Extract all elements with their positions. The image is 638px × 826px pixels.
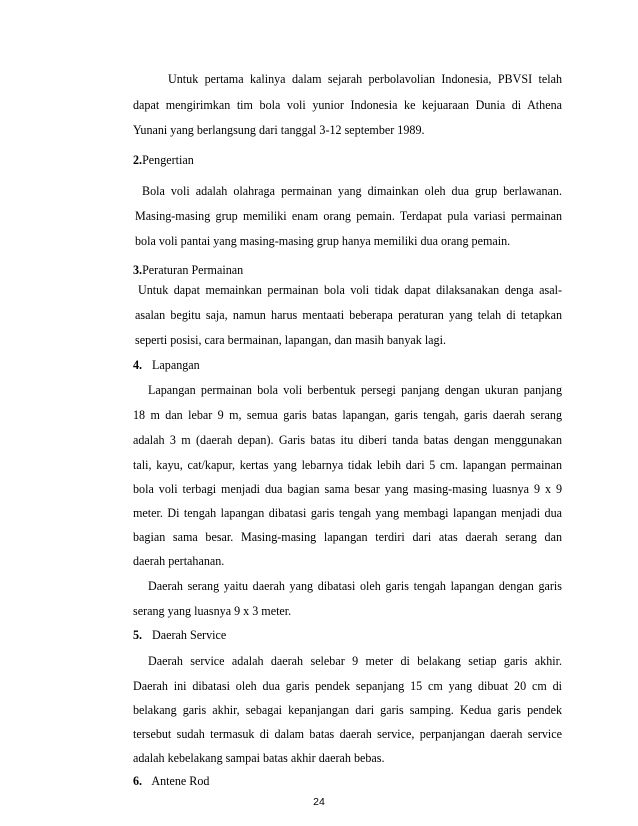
- intro-line-2: dapat mengirimkan tim bola voli yunior Indonesia ke kejuaraan Dunia di Athena: [133, 98, 562, 112]
- section-3-title: Peraturan Permainan: [142, 263, 244, 277]
- section-4-title: Lapangan: [152, 358, 200, 372]
- section-5-line-3: belakang garis akhir, sebagai kepanjangan dari garis samping. Kedua garis pendek: [133, 703, 562, 717]
- section-2-title: Pengertian: [142, 153, 194, 167]
- section-4-line-6: meter. Di tengah lapangan dibatasi garis tengah yang membagi lapangan menjadi dua: [133, 506, 562, 520]
- section-5-heading: [133, 626, 226, 644]
- section-4-line-9: Daerah serang yaitu daerah yang dibatasi oleh garis tengah lapangan dengan garis: [148, 579, 562, 593]
- section-4-number: 4.: [133, 358, 143, 372]
- page-number: 24: [313, 796, 325, 808]
- section-4-line-8: daerah pertahanan.: [133, 554, 225, 568]
- section-5-line-4: tersebut sudah termasuk di dalam batas daerah service, perpanjangan daerah service: [133, 727, 562, 741]
- intro-line-3: Yunani yang berlangsung dari tanggal 3-12 september 1989.: [133, 123, 425, 137]
- section-4-line-2: 18 m dan lebar 9 m, semua garis batas lapangan, garis tengah, garis daerah serang: [133, 408, 562, 422]
- section-4-line-3: adalah 3 m (daerah depan). Garis batas itu diberi tanda batas dengan menggunakan: [133, 433, 562, 447]
- section-4-line-4: tali, kayu, cat/kapur, kertas yang lebarnya tidak lebih dari 5 cm. lapangan permainan: [133, 458, 562, 472]
- section-4-line-10: serang yang luasnya 9 x 3 meter.: [133, 604, 292, 618]
- section-5-line-2: Daerah ini dibatasi oleh dua garis pendek sepanjang 15 cm yang dibuat 20 cm di: [133, 679, 562, 693]
- section-3-line-3: seperti posisi, cara bermainan, lapangan, dan masih banyak lagi.: [135, 333, 446, 347]
- section-2-number: 2.: [133, 153, 143, 167]
- section-6-number: 6.: [133, 774, 143, 788]
- section-4-heading: [133, 356, 200, 374]
- section-6-title: Antene Rod: [151, 774, 210, 788]
- section-4-line-5: bola voli terbagi menjadi dua bagian sama besar yang masing-masing luasnya 9 x 9: [133, 482, 562, 496]
- section-5-title: Daerah Service: [152, 628, 227, 642]
- section-3-line-1: Untuk dapat memainkan permainan bola voli tidak dapat dilaksanakan denga asal-: [138, 283, 562, 297]
- section-3-number: 3.: [133, 263, 143, 277]
- section-3-line-2: asalan begitu saja, namun harus mentaati beberapa peraturan yang telah di tetapkan: [135, 308, 562, 322]
- section-4-line-1: Lapangan permainan bola voli berbentuk persegi panjang dengan ukuran panjang: [148, 383, 562, 397]
- section-2-heading: [133, 151, 194, 169]
- section-5-line-5: adalah kebelakang sampai batas akhir daerah bebas.: [133, 751, 385, 765]
- section-2-line-1: Bola voli adalah olahraga permainan yang dimainkan oleh dua grup berlawanan.: [142, 184, 562, 198]
- section-5-number: 5.: [133, 628, 143, 642]
- section-6-heading: [133, 772, 209, 790]
- intro-line-1: Untuk pertama kalinya dalam sejarah perbolavolian Indonesia, PBVSI telah: [168, 72, 562, 86]
- section-3-heading: [133, 261, 243, 279]
- section-2-line-3: bola voli pantai yang masing-masing grup hanya memiliki dua orang pemain.: [135, 234, 511, 248]
- section-5-line-1: Daerah service adalah daerah selebar 9 meter di belakang setiap garis akhir.: [148, 654, 562, 668]
- section-2-line-2: Masing-masing grup memiliki enam orang pemain. Terdapat pula variasi permainan: [135, 209, 562, 223]
- section-4-line-7: bagian sama besar. Masing-masing lapangan terdiri dari atas daerah serang dan: [133, 530, 562, 544]
